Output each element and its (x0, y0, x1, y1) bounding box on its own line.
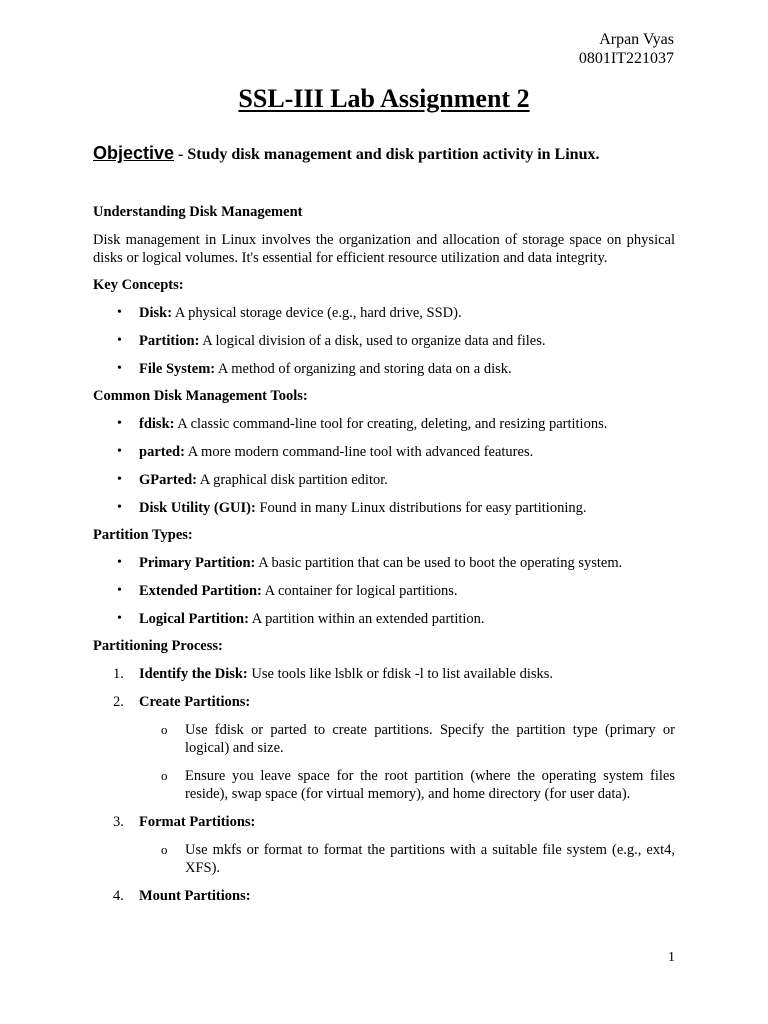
step-term: Identify the Disk: (139, 666, 248, 682)
author-name: Arpan Vyas (599, 31, 674, 48)
tools-heading: Common Disk Management Tools: (93, 388, 308, 404)
item-term: fdisk: (139, 416, 175, 432)
partition-types-heading: Partition Types: (93, 527, 193, 543)
bullet-icon: • (117, 611, 122, 626)
list-item (93, 415, 675, 433)
step-number: 2. (113, 694, 124, 710)
bullet-icon: • (117, 500, 122, 515)
bullet-icon: • (117, 416, 122, 431)
list-item (93, 610, 675, 628)
list-item (93, 360, 675, 378)
author-block (579, 30, 674, 68)
sub-bullet-list (93, 721, 675, 803)
page-number: 1 (668, 950, 675, 965)
objective-line (93, 143, 683, 164)
item-term: Disk: (139, 305, 173, 321)
tools-list (93, 415, 675, 517)
step-term: Format Partitions: (139, 814, 256, 830)
bullet-icon: • (117, 472, 122, 487)
bullet-icon: • (117, 361, 122, 376)
sub-list-item (93, 721, 675, 757)
step-number: 1. (113, 666, 124, 682)
list-item (93, 304, 675, 322)
step-term: Create Partitions: (139, 694, 251, 710)
item-description: A more modern command-line tool with advanced features. (184, 444, 534, 460)
item-description: A method of organizing and storing data on a disk. (215, 361, 512, 377)
sub-item-text: Ensure you leave space for the root partition (where the operating system files reside), swap space (for virtual memory), and home directory (for user data). (185, 768, 675, 802)
list-item (93, 471, 675, 489)
understanding-heading: Understanding Disk Management (93, 204, 303, 220)
circle-bullet-icon: o (161, 768, 168, 783)
process-step (93, 693, 675, 711)
bullet-icon: • (117, 583, 122, 598)
item-term: Logical Partition: (139, 611, 249, 627)
process-step (93, 887, 675, 905)
item-term: Primary Partition: (139, 555, 256, 571)
objective-text: - Study disk management and disk partition activity in Linux. (174, 146, 600, 163)
item-term: parted: (139, 444, 185, 460)
list-item (93, 443, 675, 461)
bullet-icon: • (117, 444, 122, 459)
partition-types-list (93, 554, 675, 628)
understanding-paragraph: Disk management in Linux involves the organization and allocation of storage space on physical disks or logical volumes. It's essential for efficient resource utilization and data integrity. (93, 232, 675, 266)
item-description: A classic command-line tool for creating, deleting, and resizing partitions. (174, 416, 608, 432)
author-id: 0801IT221037 (578, 50, 674, 67)
sub-list-item (93, 767, 675, 803)
step-description: Use tools like lsblk or fdisk -l to list available disks. (247, 666, 554, 682)
sub-list-item (93, 841, 675, 877)
circle-bullet-icon: o (161, 722, 168, 737)
list-item (93, 554, 675, 572)
sub-bullet-list (93, 841, 675, 877)
document-body (93, 203, 675, 905)
item-description: A partition within an extended partition. (248, 611, 485, 627)
item-term: File System: (139, 361, 216, 377)
sub-item-text: Use fdisk or parted to create partitions. Specify the partition type (primary or logical) and size. (185, 722, 675, 756)
list-item (93, 332, 675, 350)
key-concepts-list (93, 304, 675, 378)
key-concepts-heading: Key Concepts: (93, 277, 184, 293)
item-term: GParted: (139, 472, 197, 488)
process-steps-list (93, 665, 675, 905)
list-item (93, 582, 675, 600)
bullet-icon: • (117, 333, 122, 348)
item-description: Found in many Linux distributions for easy partitioning. (255, 500, 587, 516)
item-term: Disk Utility (GUI): (139, 500, 256, 516)
bullet-icon: • (117, 305, 122, 320)
document-title: SSL-III Lab Assignment 2 (238, 84, 530, 113)
sub-item-text: Use mkfs or format to format the partitions with a suitable file system (e.g., ext4, XFS). (185, 842, 675, 876)
step-term: Mount Partitions: (139, 888, 251, 904)
item-term: Partition: (139, 333, 200, 349)
objective-label: Objective (93, 143, 175, 163)
list-item (93, 499, 675, 517)
item-description: A basic partition that can be used to boot the operating system. (255, 555, 623, 571)
process-step (93, 813, 675, 831)
step-number: 3. (113, 814, 124, 830)
process-step (93, 665, 675, 683)
step-number: 4. (113, 888, 124, 904)
item-description: A container for logical partitions. (261, 583, 458, 599)
item-term: Extended Partition: (139, 583, 262, 599)
item-description: A physical storage device (e.g., hard drive, SSD). (172, 305, 462, 321)
item-description: A graphical disk partition editor. (196, 472, 388, 488)
process-heading: Partitioning Process: (93, 638, 223, 654)
bullet-icon: • (117, 555, 122, 570)
item-description: A logical division of a disk, used to organize data and files. (199, 333, 546, 349)
circle-bullet-icon: o (161, 842, 168, 857)
